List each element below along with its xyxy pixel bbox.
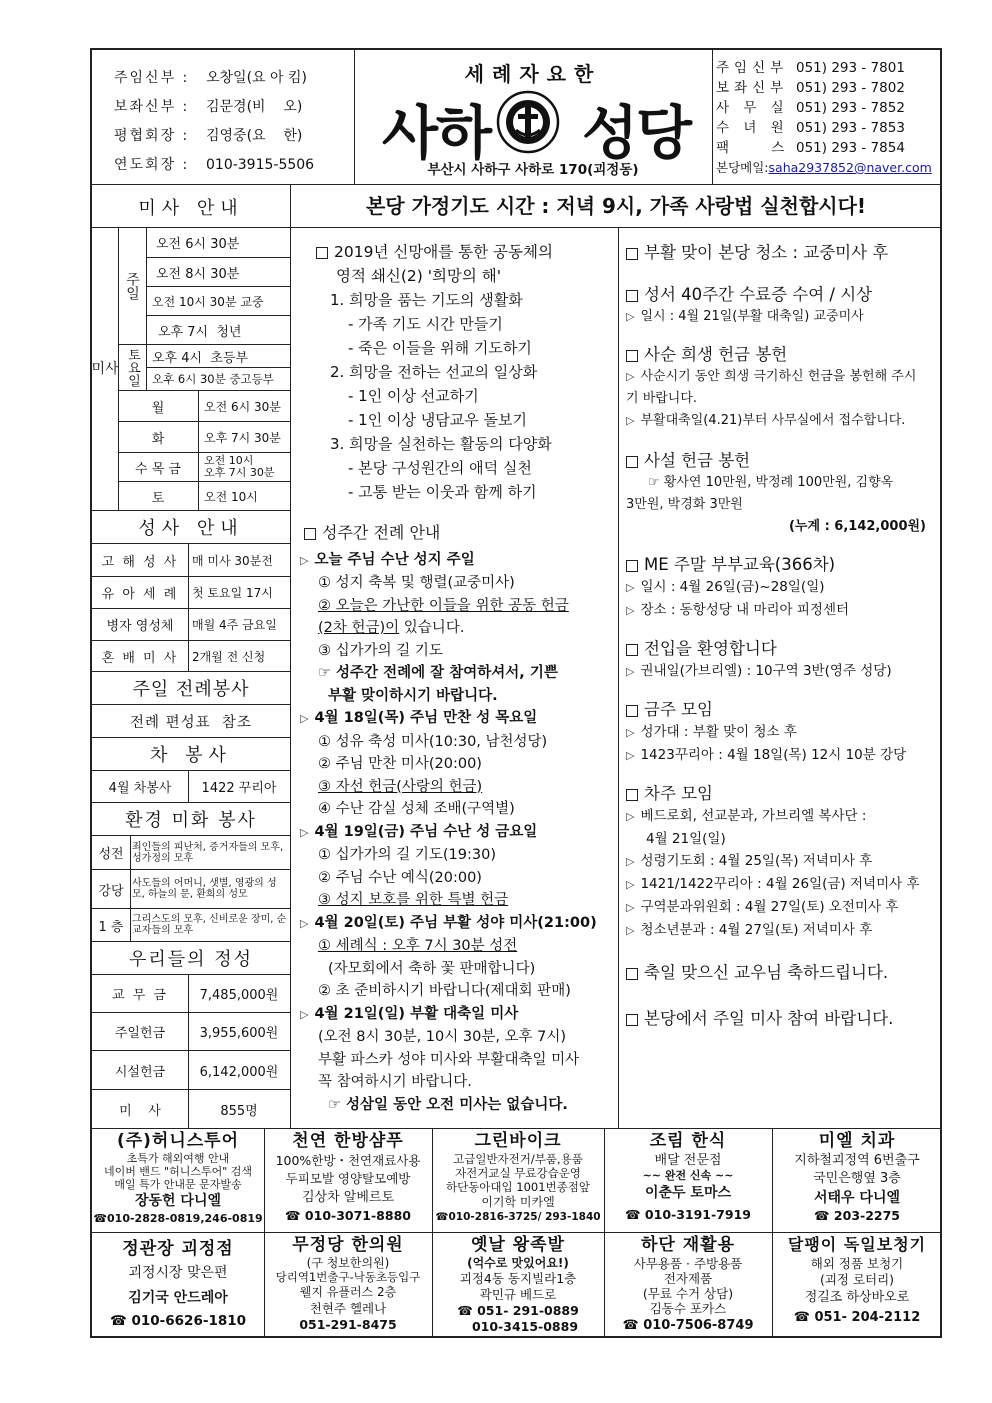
env-names: 죄인들의 피난처, 증거자들의 모후, 성가정의 모후 xyxy=(132,841,284,864)
sacrament-value: 2개월 전 신청 xyxy=(192,649,266,664)
ad-jokbal: 옛날 왕족발 (억수로 맛있어요!) 괴정4동 동지빌라1층 곽민규 베드로 ☎ 051- 291-0889 010-3415-0889 xyxy=(457,1235,579,1334)
notice-lent-offering: 사순 희생 헌금 봉헌 xyxy=(626,344,946,366)
sunday-mass: 오전 8시 30분 xyxy=(156,266,240,282)
sacrament-value: 첫 토요일 17시 xyxy=(192,586,273,600)
notice-welcome: 전입을 환영합니다 xyxy=(626,638,946,660)
staff-row: 보좌신부 : 김문경(비 오) xyxy=(114,99,303,115)
sacrament-title: 성사 안내 xyxy=(138,518,244,539)
mass-guide-title: 미사 안내 xyxy=(138,198,244,219)
weekday-time: 오후 7시 30분 xyxy=(204,430,281,445)
tea-value: 1422 꾸리아 xyxy=(201,781,277,796)
staff-row: 연도회장 : 010-3915-5506 xyxy=(114,157,315,173)
tea-label: 4월 차봉사 xyxy=(108,781,172,796)
offering-label: 교 무 금 xyxy=(112,988,168,1003)
ad-jeonggwanjang: 정관장 괴정점 괴정시장 맞은편 김기국 안드레아 ☎ 010-6626-1810 xyxy=(109,1239,247,1329)
church-title xyxy=(360,50,706,184)
env-place: 1 층 xyxy=(98,919,124,935)
checkbox-icon xyxy=(316,247,328,259)
env-title: 환경 미화 봉사 xyxy=(125,810,257,831)
holy-week-title: 성주간 전례 안내 xyxy=(300,522,618,545)
offering-title: 우리들의 정성 xyxy=(128,949,254,970)
saturday-mass: 오후 4시 초등부 xyxy=(152,350,249,366)
church-logo-icon xyxy=(496,90,560,154)
env-names: 그리스도의 모후, 신비로운 장미, 순교자들의 모후 xyxy=(132,914,287,936)
notice-bible-study: 성서 40주간 수료증 수여 / 시상 xyxy=(626,284,946,306)
email-row: 본당메일: saha2937852@naver.com xyxy=(716,158,942,178)
sunday-mass: 오후 7시 청년 xyxy=(158,324,242,340)
saturday-mass: 오후 6시 30분 중고등부 xyxy=(152,372,274,386)
ad-honeys-tour: (주)허니스투어 초특가 해외여행 안내 네이버 밴드 "허니스투어" 검색 매일 특가 안내문 문자발송 장동헌 다니엘 ☎010-2828-0819,246-0819 xyxy=(93,1131,263,1225)
ad-recycling: 하단 재활용 사무용품 · 주방용품 전자제품 (무료 수거 상담) 김동수 포카스 ☎ 010-7506-8749 xyxy=(622,1235,754,1333)
church-name-right: 성당 xyxy=(582,99,691,167)
sunday-label: 주일 xyxy=(124,272,140,300)
offering-label: 시설헌금 xyxy=(114,1064,166,1080)
notice-this-week: 금주 모임 xyxy=(626,699,946,721)
header-staff xyxy=(92,50,350,184)
notice-next-week: 차주 모임 xyxy=(626,783,946,805)
contact-row: 팩 스 051) 293 - 7854 xyxy=(716,140,905,156)
notice-sunday-mass: 본당에서 주일 미사 참여 바랍니다. xyxy=(626,1008,946,1030)
offering-label: 미 사 xyxy=(119,1103,161,1119)
ad-miel-dental: 미엘 치과 지하철괴정역 6번출구 국민은행옆 3층 서태우 다니엘 ☎ 203-2275 xyxy=(794,1131,920,1223)
sunday-mass: 오전 6시 30분 xyxy=(156,237,240,252)
offering-value: 3,955,600원 xyxy=(199,1026,279,1041)
weekday-time: 오전 10시 오후 7시 30분 xyxy=(204,454,275,479)
ad-hearing-aid: 달팽이 독일보청기 해외 정품 보청기 (괴정 로터리) 정길조 하상바오로 ☎ 051- 204-2112 xyxy=(787,1235,927,1325)
checkbox-icon xyxy=(304,528,316,540)
contact-row: 수 녀 원 051) 293 - 7853 xyxy=(716,120,905,136)
weekday-label: 토 xyxy=(151,490,165,506)
sacrament-label: 유 아 세 례 xyxy=(101,587,179,602)
sacrament-value: 매 미사 30분전 xyxy=(192,553,273,568)
prayer-banner: 본당 가정기도 시간 : 저녁 9시, 가족 사랑법 실천합시다! xyxy=(365,194,867,218)
sacrament-label: 혼 배 미 사 xyxy=(101,650,179,666)
env-place: 성전 xyxy=(98,847,124,862)
liturgy-title: 주일 전례봉사 xyxy=(132,679,250,700)
ad-green-bike: 그린바이크 고급일반자전거/부품,용품 자전거교실 무료강습운영 하단동아대입 1001번종점앞 이기학 미카엘 ☎010-2816-3725/ 293-1840 xyxy=(435,1131,601,1223)
mass-label: 미사 xyxy=(91,361,119,377)
sacrament-value: 매월 4주 금요일 xyxy=(192,618,277,632)
sunday-mass: 오전 10시 30분 교중 xyxy=(152,294,264,309)
staff-row: 평협회장 : 김영중(요 한) xyxy=(114,128,303,144)
offering-value: 855명 xyxy=(220,1103,258,1119)
notice-me-weekend: ME 주말 부부교육(366차) xyxy=(626,554,946,576)
weekday-time: 오전 6시 30분 xyxy=(204,399,281,414)
church-name-left: 사하 xyxy=(382,99,491,167)
weekday-label: 수 목 금 xyxy=(135,461,181,477)
header-contacts xyxy=(716,58,942,184)
vision-title: 2019년 신망애를 통한 공동체의 영적 쇄신(2) '희망의 해' xyxy=(300,240,618,288)
notice-cleanup: 부활 맞이 본당 청소 : 교중미사 후 xyxy=(626,240,946,266)
contact-row: 주임신부 051) 293 - 7801 xyxy=(716,60,905,76)
offering-value: 7,485,000원 xyxy=(199,988,279,1003)
weekday-label: 화 xyxy=(151,431,165,447)
env-names: 사도들의 어머니, 샛별, 영광의 성모, 하늘의 문, 환희의 성모 xyxy=(132,878,277,900)
contact-row: 보좌신부 051) 293 - 7802 xyxy=(716,80,905,96)
liturgy-schedule: 전례 편성표 참조 xyxy=(130,714,252,731)
weekday-label: 월 xyxy=(151,400,165,416)
notice-feast: 축일 맞으신 교우님 축하드립니다. xyxy=(626,962,946,984)
env-place: 강당 xyxy=(98,883,124,899)
weekday-time: 오전 10시 xyxy=(204,489,258,504)
notice-right: 부활 맞이 본당 청소 : 교중미사 후 성서 40주간 수료증 수여 / 시상 ▷ 일시 : 4월 21일(부활 대축일) 교중미사 사순 희생 헌금 봉헌 ▷ 사순시기 동안 희생 극기하신 헌금을 봉헌해 주시 기 바랍니다. ▷ 부활대축일(4.21)부터 사무실에서 접수합니다. 사설 헌금 봉헌 ☞ 황사연 10만원, 박정례 100만원, 김향옥 3만원, 박경화 3만원 (누계 : 6,142,000원) ME 주말 부부교육(366차) ▷ 일시 : 4월 26일(금)~28일(일) ▷ 장소 : 동항성당 내 마리아 피정센터 전입을 환영합니다 ▷ 권내일(가브리엘) : 10구역 3반(영주 성당) 금주 모임 ▷ 성가대 : 부활 맞이 청소 후 ▷ 1423꾸리아 : 4월 18일(목) 12시 10분 강당 차주 모임 ▷ 베드로회, 선교분과, 가브리엘 복사단 : 4월 21일(일) ▷ 성령기도회 : 4월 25일(목) 저녁미사 후 ▷ 1421/1422꾸리아 : 4월 26일(금) 저녁미사 후 ▷ 구역분과위원회 : 4월 27일(토) 오전미사 후 ▷ 청소년분과 : 4월 27일(토) 저녁미사 후 축일 맞으신 교우님 축하드립니다. 본당에서 주일 미사 참여 바랍니다. xyxy=(626,240,946,1030)
staff-row: 주임신부 : 오창일(요 아 킴) xyxy=(114,70,307,86)
contact-row: 사 무 실 051) 293 - 7852 xyxy=(716,100,905,116)
church-subtitle: 세례자요한 xyxy=(464,62,602,86)
saturday-label: 토요일 xyxy=(125,348,140,387)
ad-korean-food: 조림 한식 배달 전문점 ~~ 완전 신속 ~~ 이춘두 토마스 ☎ 010-3191-7919 xyxy=(625,1131,751,1222)
offering-value: 6,142,000원 xyxy=(199,1064,279,1080)
bulletin-frame xyxy=(90,48,942,1338)
notice-private-offering: 사설 헌금 봉헌 xyxy=(626,450,946,472)
sacrament-label: 병자 영성체 xyxy=(106,619,174,634)
ad-herbal-shampoo: 천연 한방샴푸 100%한방・천연재료사용 두피모발 영양탈모예방 김상차 알베르토 ☎ 010-3071-8880 xyxy=(275,1131,421,1223)
ad-oriental-clinic: 무정당 한의원 (구 청보한의원) 당리역1번출구-낙동초등입구 웰지 유플러스 2층 천현주 헬레나 051-291-8475 xyxy=(275,1235,421,1332)
offering-label: 주일헌금 xyxy=(114,1026,166,1041)
church-address: 부산시 사하구 사하로 170(괴정동) xyxy=(427,162,639,178)
email-link[interactable]: saha2937852@naver.com xyxy=(768,160,932,175)
sacrament-label: 고 해 성 사 xyxy=(101,554,179,570)
tea-title: 차 봉사 xyxy=(150,745,232,766)
notice-middle xyxy=(300,240,618,1116)
hope-list: 1. 희망을 품는 기도의 생활화 - 가족 기도 시간 만들기 - 죽은 이들을 위해 기도하기 2. 희망을 전하는 선교의 일상화 - 1인 이상 선교하기 - 1인 이상 냉담교우 돌보기 3. 희망을 실천하는 활동의 다양화 - 본당 구성원간의 애덕 실천 - 고통 받는 이웃과 함께 하기 xyxy=(330,291,552,501)
holy-week-list: ▷ 오늘 주님 수난 성지 주일 ① 성지 축복 및 행렬(교중미사) ② 오늘은 가난한 이들을 위한 공동 헌금 (2차 헌금)이 있습니다. ③ 십가가의 길 기도 ☞ 성주간 전례에 잘 참여하셔서, 기쁜 부활 맞이하시기 바랍니다. ▷ 4월 18일(목) 주님 만찬 성 목요일 ① 성유 축성 미사(10:30, 남천성당) ② 주님 만찬 미사(20:00) ③ 자선 헌금(사랑의 헌금) ④ 수난 감실 성체 조배(구역별) ▷ 4월 19일(금) 주님 수난 성 금요일 ① 십가가의 길 기도(19:30) ② 주님 수난 예식(20:00) ③ 성지 보호를 위한 특별 헌금 ▷ 4월 20일(토) 주님 부활 성야 미사(21:00) ① 세례식 : 오후 7시 30분 성전 (자모회에서 축하 꽃 판매합니다) ② 초 준비하시기 바랍니다(제대회 판매) ▷ 4월 21일(일) 부활 대축일 미사 (오전 8시 30분, 10시 30분, 오후 7시) 부활 파스카 성야 미사와 부활대축일 미사 꼭 참여하시기 바랍니다. ☞ 성삼일 동안 오전 미사는 없습니다. xyxy=(300,551,597,1113)
